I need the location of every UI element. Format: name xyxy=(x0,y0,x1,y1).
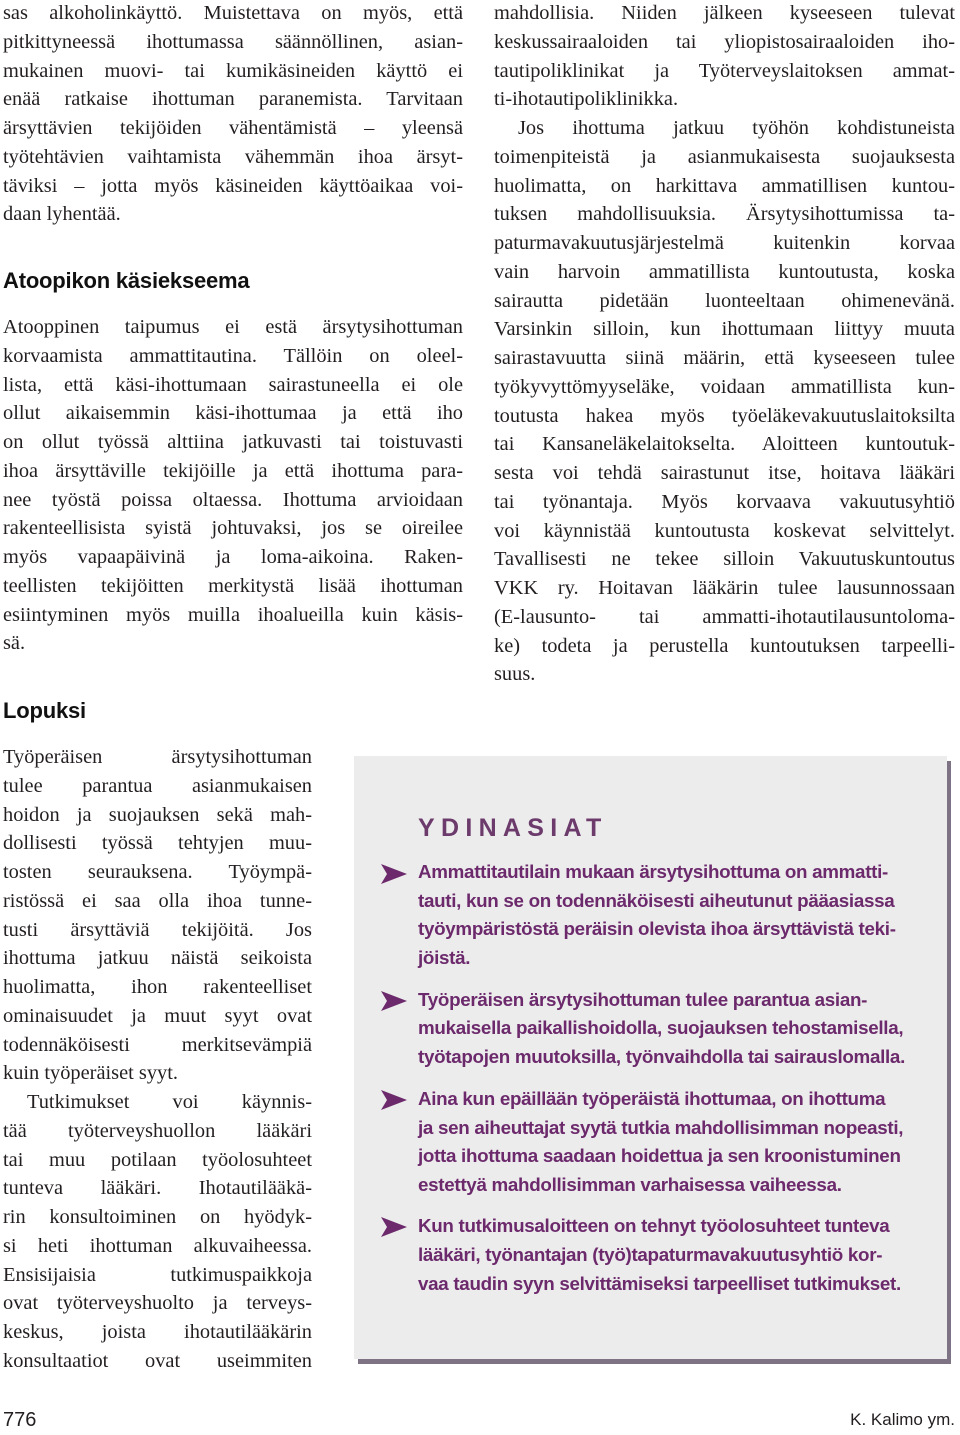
text-line: mahdollisia. Niiden jälkeen kyseeseen tulevat xyxy=(494,2,955,24)
text-line: tusti ärsyttäviä tekijöitä. Jos xyxy=(3,918,312,941)
text-line: sesta voi tehdä sairastunut itse, hoitava lääkäri xyxy=(494,462,955,484)
text-line: (E-lausunto- tai ammatti-ihotautilausuntoloma- xyxy=(494,605,955,628)
key-point-1-line: jöistä. xyxy=(418,947,471,968)
text-line: voi käynnistää kuntoutusta koskevat selvittelyt. xyxy=(494,519,955,542)
text-line: sas alkoholinkäyttö. Muistettava on myös, että xyxy=(3,2,463,24)
text-line: tai Kansaneläkelaitokselta. Aloitteen kuntoutuk- xyxy=(494,433,955,456)
text-line: pitkittyneessä ihottumassa säännöllinen, asian- xyxy=(3,30,463,53)
text-line: paturmavakuutusjärjestelmä kuitenkin korvaa xyxy=(494,232,955,254)
text-line: hoidon ja suojauksen sekä mah- xyxy=(3,803,312,826)
right-paragraph xyxy=(494,0,955,689)
arrow-bullet-icon xyxy=(381,864,407,884)
text-line: kuin työperäiset syyt. xyxy=(3,1062,178,1085)
text-line: si heti ihottuman alkuvaiheessa. xyxy=(3,1234,312,1257)
key-point-4-line: Kun tutkimusaloitteen on tehnyt työolosuhteet tunteva xyxy=(418,1215,890,1236)
text-line: ärsyttävien tekijöiden vähentämistä – yleensä xyxy=(3,117,463,139)
text-line: vain harvoin ammatillista kuntoutusta, koska xyxy=(494,260,955,283)
key-point-3-line: Aina kun epäillään työperäistä ihottumaa, on ihottuma xyxy=(418,1088,886,1109)
arrow-bullet-icon xyxy=(381,1217,407,1237)
text-line: huolimatta, ihon rakenteelliset xyxy=(3,976,312,998)
section-heading-atopy: Atoopikon käsiekseema xyxy=(3,268,250,293)
text-line: Atooppinen taipumus ei estä ärsytysihottuman xyxy=(3,316,463,338)
key-point-4-line: vaa taudin syyn selvittämiseksi tarpeelliset tutkimukset. xyxy=(418,1273,901,1294)
text-line: teellisten tekijöitten merkitystä lisää ihottuman xyxy=(3,574,463,597)
key-point-1-line: Ammattitautilain mukaan ärsytysihottuma on ammatti- xyxy=(418,861,888,882)
text-line: suus. xyxy=(494,663,536,686)
key-point-2-line: Työperäisen ärsytysihottuman tulee parantua asian- xyxy=(418,989,868,1010)
text-line: keskussairaaloiden tai yliopistosairaaloiden iho- xyxy=(494,30,955,53)
text-line: toimenpiteistä ja asianmukaisesta suojauksesta xyxy=(494,145,955,168)
text-line: tai muu potilaan työolosuhteet xyxy=(3,1148,312,1171)
text-line: tai työnantaja. Myös korvaava vakuutusyhtiö xyxy=(494,490,955,513)
text-line: Työperäisen ärsytysihottuman xyxy=(3,746,312,768)
text-line: nee työstä poissa oltaessa. Ihottuma arvioidaan xyxy=(3,488,463,511)
text-line: ke) todeta ja perustella kuntoutuksen tarpeelli- xyxy=(494,634,955,657)
text-line: on ollut työssä alttiina jatkuvasti tai toistuvasti xyxy=(3,431,463,453)
arrow-bullet-icon xyxy=(381,1090,407,1110)
text-line: työtehtävien vaihtamista vähemmän ihoa ärsyt- xyxy=(3,145,463,168)
text-line: enää ratkaise ihottuman paranemista. Tarvitaan xyxy=(3,88,463,111)
text-line: korvaamista ammattitautina. Tällöin on oleel- xyxy=(3,344,463,367)
text-line: tää työterveyshuollon lääkäri xyxy=(3,1119,312,1142)
arrow-bullet-icon xyxy=(381,991,407,1011)
page-number: 776 xyxy=(3,1409,37,1431)
text-line: ti-ihotautipoliklinikka. xyxy=(494,88,679,111)
key-point-3-line: jotta ihottuma saadaan hoidettua ja sen kroonistuminen xyxy=(418,1145,901,1166)
text-line: ollut aikaisemmin käsi-ihottumaa ja että iho xyxy=(3,402,463,425)
text-line: lista, että käsi-ihottumaan sairastuneella ei ole xyxy=(3,373,463,396)
text-line: Varsinkin silloin, kun ihottumaan liittyy muuta xyxy=(494,318,955,341)
text-line: rakenteellisista syistä johtuvaksi, jos se oireilee xyxy=(3,517,463,540)
author-credit: K. Kalimo ym. xyxy=(850,1410,955,1429)
key-point-2-line: työtapojen muutoksilla, työnvaihdolla tai sairauslomalla. xyxy=(418,1046,905,1067)
text-line: sairastavuutta siinä määrin, että kyseeseen tulee xyxy=(494,347,955,369)
text-line: Ensisijaisia tutkimuspaikkoja xyxy=(3,1263,312,1286)
text-line: keskus, joista ihotautilääkärin xyxy=(3,1321,312,1343)
text-line: ihottuma jatkuu näistä seikoista xyxy=(3,947,312,970)
text-line: tulee parantua asianmukaisen xyxy=(3,774,312,797)
key-point-4-line: lääkäri, työnantajan (työ)tapaturmavakuutusyhtiö kor- xyxy=(418,1244,883,1265)
key-point-3-line: estettyä mahdollisimman varhaisessa vaiheessa. xyxy=(418,1174,842,1195)
text-line: daan lyhentää. xyxy=(3,203,121,226)
text-line: ovat työterveyshuolto ja terveys- xyxy=(3,1292,312,1315)
text-line: mukainen muovi- tai kumikäsineiden käyttö ei xyxy=(3,59,463,82)
key-point-3-line: ja sen aiheuttajat syytä tutkia mahdollisimman nopeasti, xyxy=(418,1117,904,1138)
text-line: sairautta pidetään luonteeltaan ohimenevänä. xyxy=(494,289,955,312)
text-line: tautipoliklinikat ja Työterveyslaitoksen ammat- xyxy=(494,59,955,82)
text-line: VKK ry. Hoitavan lääkärin tulee lausunnossaan xyxy=(494,577,955,599)
text-line: dollisesti työssä tehtyjen muu- xyxy=(3,832,312,855)
key-point-2-line: mukaisella paikallishoidolla, suojauksen tehostamisella, xyxy=(418,1017,904,1038)
left-top-paragraph xyxy=(3,0,463,229)
text-line: täviksi – jotta myös käsineiden käyttöaikaa voi- xyxy=(3,174,463,197)
key-points-title: YDINASIAT xyxy=(418,814,608,842)
text-line: todennäköisesti merkitsevämpiä xyxy=(3,1033,312,1056)
text-line: myös vapaapäivinä ja loma-aikoina. Raken- xyxy=(3,546,463,568)
text-line: ihoa ärsyttäville tekijöille ja että ihottuma para- xyxy=(3,459,463,482)
text-line: Tavallisesti ne tekee silloin Vakuutuskuntoutus xyxy=(494,548,955,571)
section-heading-final: Lopuksi xyxy=(3,698,86,723)
text-line: konsultaatiot ovat useimmiten xyxy=(3,1349,312,1372)
text-line: toutusta hakea myös työeläkevakuutuslaitoksilta xyxy=(494,404,955,427)
text-line: tuksen mahdollisuuksia. Ärsytysihottumissa ta- xyxy=(494,203,955,226)
text-line: ristössä ei saa olla ihoa tunne- xyxy=(3,889,312,912)
text-line: esiintyminen myös muilla ihoalueilla kuin käsis- xyxy=(3,603,463,626)
text-line: rin konsultoiminen on hyödyk- xyxy=(3,1206,312,1228)
key-point-1-line: tauti, kun se on todennäköisesti aiheutunut pääasiassa xyxy=(418,890,895,911)
key-point-1-line: työympäristöstä peräisin olevista ihoa ärsyttävistä teki- xyxy=(418,918,896,939)
text-line: tosten seurauksena. Työympä- xyxy=(3,861,312,883)
text-line: työkyvyttömyyseläke, voidaan ammatillista kun- xyxy=(494,375,955,398)
text-line: sä. xyxy=(3,632,26,655)
final-paragraph xyxy=(3,743,312,1376)
text-line: Jos ihottuma jatkuu työhön kohdistuneista xyxy=(518,117,955,139)
text-line: tunteva lääkäri. Ihotautilääkä- xyxy=(3,1177,312,1200)
atopy-paragraph xyxy=(3,313,463,658)
text-line: huolimatta, on harkittava ammatillisen kuntou- xyxy=(494,174,955,197)
text-line: ominaisuudet ja muut syyt ovat xyxy=(3,1004,312,1027)
text-line: Tutkimukset voi käynnis- xyxy=(27,1091,312,1113)
